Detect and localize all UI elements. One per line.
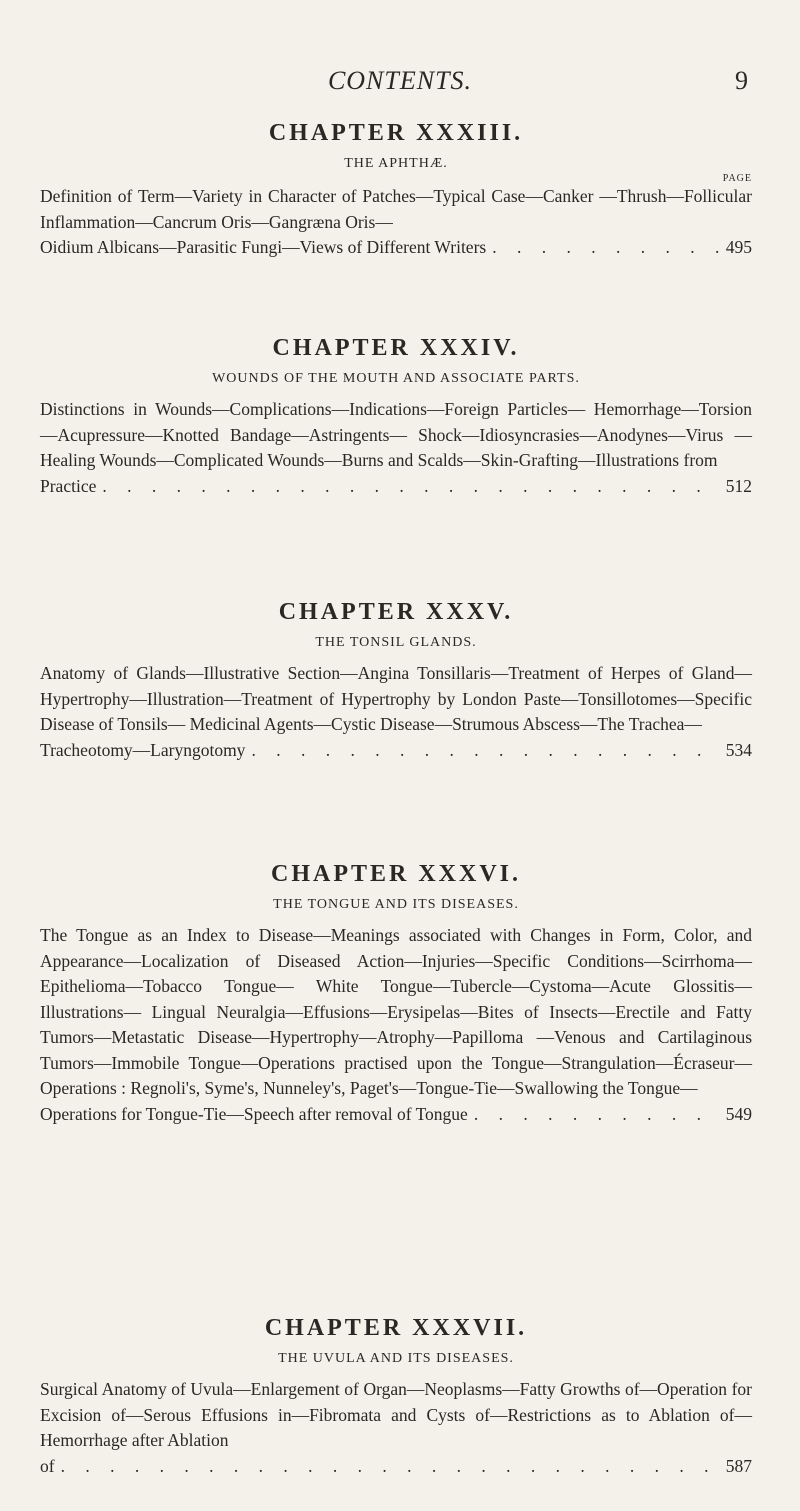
summary-last-text: Oidium Albicans—Parasitic Fungi—Views of Different Writers	[40, 237, 487, 257]
page-column-label: PAGE	[722, 173, 752, 184]
chapter-page-ref: 512	[725, 475, 752, 496]
chapter-summary-last-line	[40, 474, 752, 500]
dot-leaders	[102, 474, 719, 500]
dot-leaders	[251, 738, 719, 764]
chapter-page-ref: 495	[725, 237, 752, 257]
chapter-heading: CHAPTER XXXVII.	[264, 1315, 528, 1341]
chapter-summary: Distinctions in Wounds—Complications—Indications—Foreign Particles— Hemorrhage—Torsion—Acupressure—Knotted Bandage—Astringents— Shock—Idiosyncrasies—Anodynes—Virus — Healing Wounds—Complicated Wounds—Burns and Scalds—Skin-Grafting—Illustrations from	[40, 399, 752, 470]
chapter-36	[40, 859, 752, 1127]
chapter-summary: Anatomy of Glands—Illustrative Section—Angina Tonsillaris—Treatment of Herpes of Gland—Hypertrophy—Illustration—Treatment of Hypertrophy by London Paste—Tonsillotomes—Specific Disease of Tonsils— Medicinal Agents—Cystic Disease—Strumous Abscess—The Trachea—	[40, 663, 752, 734]
chapter-subtitle: THE APHTHÆ.	[344, 156, 448, 171]
chapter-subtitle: THE TONSIL GLANDS.	[315, 635, 477, 650]
chapter-34	[40, 333, 752, 499]
summary-last-text: Operations for Tongue-Tie—Speech after removal of Tongue	[40, 1103, 468, 1124]
chapter-summary: Definition of Term—Variety in Character of Patches—Typical Case—Canker —Thrush—Follicular Inflammation—Cancrum Oris—Gangræna Oris—	[40, 186, 752, 232]
dot-leaders	[474, 1102, 720, 1128]
chapter-summary-last-line	[40, 1454, 752, 1480]
summary-last-text: of	[40, 1455, 55, 1476]
chapter-summary-last-line	[40, 1102, 752, 1128]
chapter-heading: CHAPTER XXXIV.	[272, 335, 520, 361]
summary-last-text: Practice	[40, 475, 97, 496]
dot-leaders	[492, 235, 720, 261]
chapter-37	[40, 1313, 752, 1479]
chapter-page-ref: 534	[725, 739, 752, 760]
chapter-35	[40, 597, 752, 763]
dot-leaders	[61, 1454, 720, 1480]
chapter-subtitle: WOUNDS OF THE MOUTH AND ASSOCIATE PARTS.	[212, 371, 580, 386]
chapter-33	[40, 118, 752, 261]
running-head	[0, 62, 800, 102]
chapter-summary-last-line	[40, 738, 752, 764]
page-number: 9	[735, 66, 748, 95]
chapter-summary: The Tongue as an Index to Disease—Meanings associated with Changes in Form, Color, and Appearance—Localization of Diseased Action—Injuries—Specific Conditions—Scirrhoma—Epithelioma—Tobacco Tongue— White Tongue—Tubercle—Cystoma—Acute Glossitis—Illustrations— Lingual Neuralgia—Effusions—Erysipelas—Bites of Insects—Erectile and Fatty Tumors—Metastatic Disease—Hypertrophy—Atrophy—Papilloma —Venous and Cartilaginous Tumors—Immobile Tongue—Operations practised upon the Tongue—Strangulation—Écraseur—Operations : Regnoli's, Syme's, Nunneley's, Paget's—Tongue-Tie—Swallowing the Tongue—	[40, 925, 752, 1098]
chapter-heading: CHAPTER XXXVI.	[270, 861, 521, 887]
chapter-summary-last-line	[40, 235, 752, 261]
chapter-page-ref: 549	[725, 1103, 752, 1124]
chapter-heading: CHAPTER XXXV.	[278, 599, 514, 625]
summary-last-text: Tracheotomy—Laryngotomy	[40, 739, 246, 760]
running-title: CONTENTS.	[327, 66, 473, 95]
chapter-page-ref: 587	[725, 1455, 752, 1476]
chapter-subtitle: THE TONGUE AND ITS DISEASES.	[273, 897, 519, 912]
chapter-summary: Surgical Anatomy of Uvula—Enlargement of Organ—Neoplasms—Fatty Growths of—Operation for Excision of—Serous Effusions in—Fibromata and Cysts of—Restrictions as to Ablation of—Hemorrhage after Ablation	[40, 1379, 752, 1450]
chapter-subtitle: THE UVULA AND ITS DISEASES.	[278, 1351, 514, 1366]
chapter-heading: CHAPTER XXXIII.	[268, 120, 524, 146]
